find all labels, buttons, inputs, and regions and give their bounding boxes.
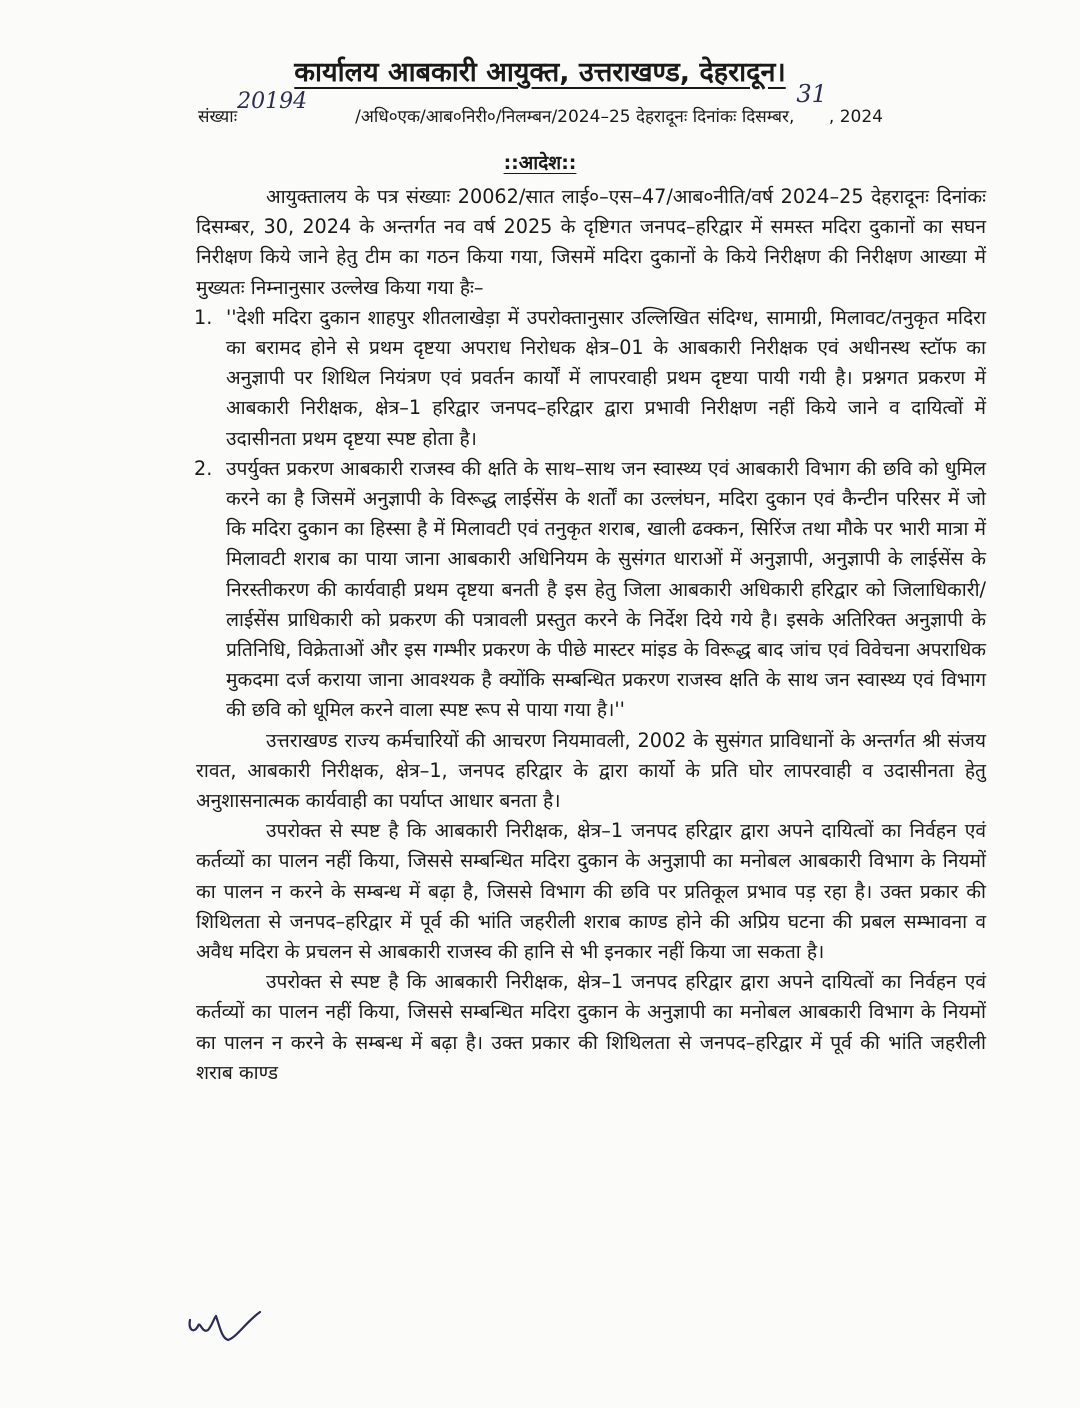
office-title: कार्यालय आबकारी आयुक्त, उत्तराखण्ड, देहरादून।	[294, 57, 786, 88]
list-item-number: 1.	[194, 305, 213, 329]
finding-paragraph-1: उपरोक्त से स्पष्ट है कि आबकारी निरीक्षक, क्षेत्र–1 जनपद हरिद्वार द्वारा अपने दायित्वों का निर्वहन एवं कर्तव्यों का पालन नहीं किया, जिससे सम्बन्धित मदिरा दुकान के अनुज्ञापी का मनोबल आबकारी विभाग के नियमों का पालन न करने के सम्बन्ध में बढ़ा है, जिससे विभाग की छवि पर प्रतिकूल प्रभाव पड़ रहा है। उक्त प्रकार की शिथिलता से जनपद–हरिद्वार में पूर्व की भांति जहरीली शराब काण्ड होने की अप्रिय घटना की प्रबल सम्भावना व अवैध मदिरा के प्रचलन से आबकारी राजस्व की हानि से भी इनकार नहीं किया जा सकता है।	[196, 819, 986, 964]
handwritten-reference-number: 20194	[237, 89, 308, 114]
reference-prefix: संख्याः	[198, 107, 238, 127]
order-body	[196, 182, 986, 1088]
reference-line	[198, 80, 998, 128]
conduct-rules-paragraph: उत्तराखण्ड राज्य कर्मचारियों की आचरण नियमावली, 2002 के सुसंगत प्राविधानों के अन्तर्गत श्री संजय रावत, आबकारी निरीक्षक, क्षेत्र–1, जनपद हरिद्वार के द्वारा कार्यो के प्रति घोर लापरवाही व उदासीनता हेतु अनुशासनात्मक कार्यवाही का पर्याप्त आधार बनता है।	[196, 728, 986, 813]
list-item-text: उपर्युक्त प्रकरण आबकारी राजस्व की क्षति के साथ–साथ जन स्वास्थ्य एवं आबकारी विभाग की छवि को धुमिल करने का है जिसमें अनुज्ञापी के विरूद्ध लाईसेंस के शर्तों का उल्लंघन, मदिरा दुकान एवं कैन्टीन परिसर में जो कि मदिरा दुकान का हिस्सा है में मिलावटी एवं तनुकृत शराब, खाली ढक्कन, सिरिंज तथा मौके पर भारी मात्रा में मिलावटी शराब का पाया जाना आबकारी अधिनियम के सुसंगत धाराओं में अनुज्ञापी, अनुज्ञापी के लाईसेंस के निरस्तीकरण की कार्यवाही प्रथम दृष्टया बनती है इस हेतु जिला आबकारी अधिकारी हरिद्वार को जिलाधिकारी/लाईसेंस प्राधिकारी को प्रकरण की पत्रावली प्रस्तुत करने के निर्देश दिये गये है। इसके अतिरिक्त अनुज्ञापी के प्रतिनिधि, विक्रेताओं और इस गम्भीर प्रकरण के पीछे मास्टर मांइड के विरूद्ध बाद जांच एवं विवेचना अपराधिक मुकदमा दर्ज कराया जाना आवश्यक है क्योंकि सम्बन्धित प्रकरण राजस्व क्षति के साथ जन स्वास्थ्य एवं विभाग की छवि को धूमिल करने वाला स्पष्ट रूप से पाया गया है।''	[226, 456, 986, 722]
handwritten-date-day: 31	[796, 80, 827, 108]
reference-middle: /अधि०एक/आब०निरी०/निलम्बन/2024–25 देहरादूनः दिनांकः दिसम्बर,	[355, 107, 795, 127]
list-item-number: 2.	[194, 456, 213, 480]
list-item	[196, 303, 986, 454]
order-heading: ::आदेश::	[503, 152, 577, 174]
handwritten-initials-signature	[184, 1308, 264, 1348]
list-item-text: ''देशी मदिरा दुकान शाहपुर शीतलाखेड़ा में उपरोक्तानुसार उल्लिखित संदिग्ध, सामाग्री, मिलावट/तनुकृत मदिरा का बरामद होने से प्रथम दृष्टया अपराध निरोधक क्षेत्र–01 के आबकारी निरीक्षक एवं अधीनस्थ स्टॉफ का अनुज्ञापी पर शिथिल नियंत्रण एवं प्रवर्तन कार्यों में लापरवाही प्रथम दृष्टया पायी गयी है। प्रश्नगत प्रकरण में आबकारी निरीक्षक, क्षेत्र–1 हरिद्वार जनपद–हरिद्वार द्वारा प्रभावी निरीक्षण नहीं किये जाने व दायित्वों में उदासीनता प्रथम दृष्टया स्पष्ट होता है।	[226, 305, 986, 450]
inspection-points-list	[196, 303, 986, 726]
reference-year: , 2024	[828, 107, 883, 127]
finding-paragraph-2: उपरोक्त से स्पष्ट है कि आबकारी निरीक्षक, क्षेत्र–1 जनपद हरिद्वार द्वारा अपने दायित्वों का निर्वहन एवं कर्तव्यों का पालन नहीं किया, जिससे सम्बन्धित मदिरा दुकान के अनुज्ञापी का मनोबल आबकारी विभाग के नियमों का पालन न करने के सम्बन्ध में बढ़ा है। उक्त प्रकार की शिथिलता से जनपद–हरिद्वार में पूर्व की भांति जहरीली शराब काण्ड	[196, 970, 986, 1084]
intro-paragraph: आयुक्तालय के पत्र संख्याः 20062/सात लाई०–एस–47/आब०नीति/वर्ष 2024–25 देहरादूनः दिनांकः दिसम्बर, 30, 2024 के अन्तर्गत नव वर्ष 2025 के दृष्टिगत जनपद–हरिद्वार में समस्त मदिरा दुकानों का सघन निरीक्षण किये जाने हेतु टीम का गठन किया गया, जिसमें मदिरा दुकानों के किये निरीक्षण की निरीक्षण आख्या में मुख्यतः निम्नानुसार उल्लेख किया गया हैः–	[196, 185, 986, 299]
list-item	[196, 454, 986, 726]
